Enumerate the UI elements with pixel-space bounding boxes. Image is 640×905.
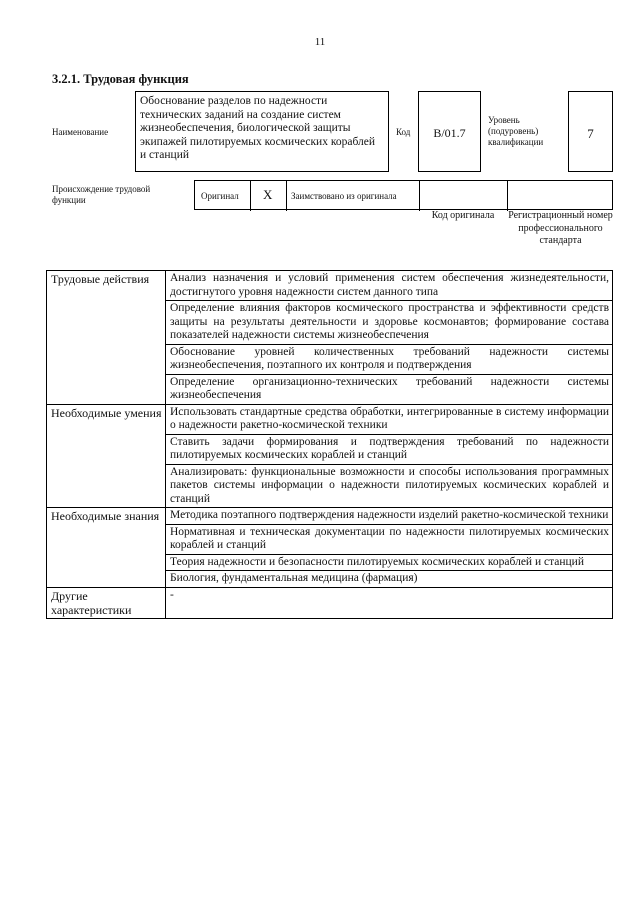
original-label: Оригинал <box>201 191 239 201</box>
category-cell: Трудовые действия <box>47 271 166 405</box>
borrowed-label-cell <box>287 181 420 211</box>
name-label: Наименование <box>52 127 109 137</box>
original-label-cell <box>195 181 251 211</box>
item-cell: Обоснование уровней количественных требований надежности системы жизнеобеспечения, поэтапного их контроля и подтверждения <box>166 344 613 374</box>
section-title: 3.2.1. Трудовая функция <box>52 72 189 86</box>
item-cell: Биология, фундаментальная медицина (фармация) <box>166 571 613 588</box>
category-cell: Необходимые знания <box>47 508 166 588</box>
level-box <box>568 91 613 172</box>
table-row <box>47 587 613 618</box>
origin-label: Происхождение трудовой функции <box>52 184 151 205</box>
table-row <box>47 404 613 434</box>
code-original-caption: Код оригинала <box>431 210 495 221</box>
level-value: 7 <box>587 126 594 141</box>
page-number: 11 <box>314 36 326 48</box>
table-row <box>47 508 613 525</box>
reg-number-cell <box>508 181 614 211</box>
category-cell: Другие характеристики <box>47 587 166 618</box>
original-mark: X <box>263 187 273 202</box>
borrowed-label: Заимствовано из оригинала <box>291 191 397 201</box>
category-cell: Необходимые умения <box>47 404 166 508</box>
item-cell: Определение организационно-технических требований надежности системы жизнеобеспечения <box>166 374 613 404</box>
item-cell: - <box>166 587 613 618</box>
table-row <box>47 271 613 301</box>
item-cell: Использовать стандартные средства обработки, интегрированные в систему информации о надежности ракетно-космической техники <box>166 404 613 434</box>
original-mark-cell <box>251 181 287 211</box>
item-cell: Теория надежности и безопасности пилотируемых космических кораблей и станций <box>166 554 613 571</box>
item-cell: Анализ назначения и условий применения систем обеспечения жизнедеятельности, достигнутого уровня надежности систем данного типа <box>166 271 613 301</box>
code-original-cell <box>420 181 508 211</box>
item-cell: Методика поэтапного подтверждения надежности изделий ракетно-космической техники <box>166 508 613 525</box>
item-cell: Анализировать: функциональные возможности и способы использования программных пакетов системы информации о надежности пилотируемых космических кораблей и станций <box>166 464 613 508</box>
item-cell: Нормативная и техническая документации по надежности пилотируемых космических кораблей и станций <box>166 524 613 554</box>
labor-function-table <box>46 270 613 619</box>
function-name-box: Обоснование разделов по надежности технических заданий на создание систем жизнеобеспечения, биологической защиты экипажей пилотируемых космических кораблей и станций <box>135 91 389 172</box>
function-code-value: B/01.7 <box>433 126 466 140</box>
origin-row <box>194 180 613 210</box>
code-label: Код <box>396 127 411 137</box>
item-cell: Ставить задачи формирования и подтверждения требований по надежности пилотируемых космических кораблей и станций <box>166 434 613 464</box>
function-code-box <box>418 91 481 172</box>
reg-number-caption: Регистрационный номер профессионального стандарта <box>508 210 613 246</box>
level-label: Уровень (подуровень) квалификации <box>488 115 544 147</box>
item-cell: Определение влияния факторов космического пространства и эффективности средств защиты на результаты деятельности и здоровье космонавтов; формирование состава показателей надежности системы жизнеобеспечения <box>166 301 613 345</box>
